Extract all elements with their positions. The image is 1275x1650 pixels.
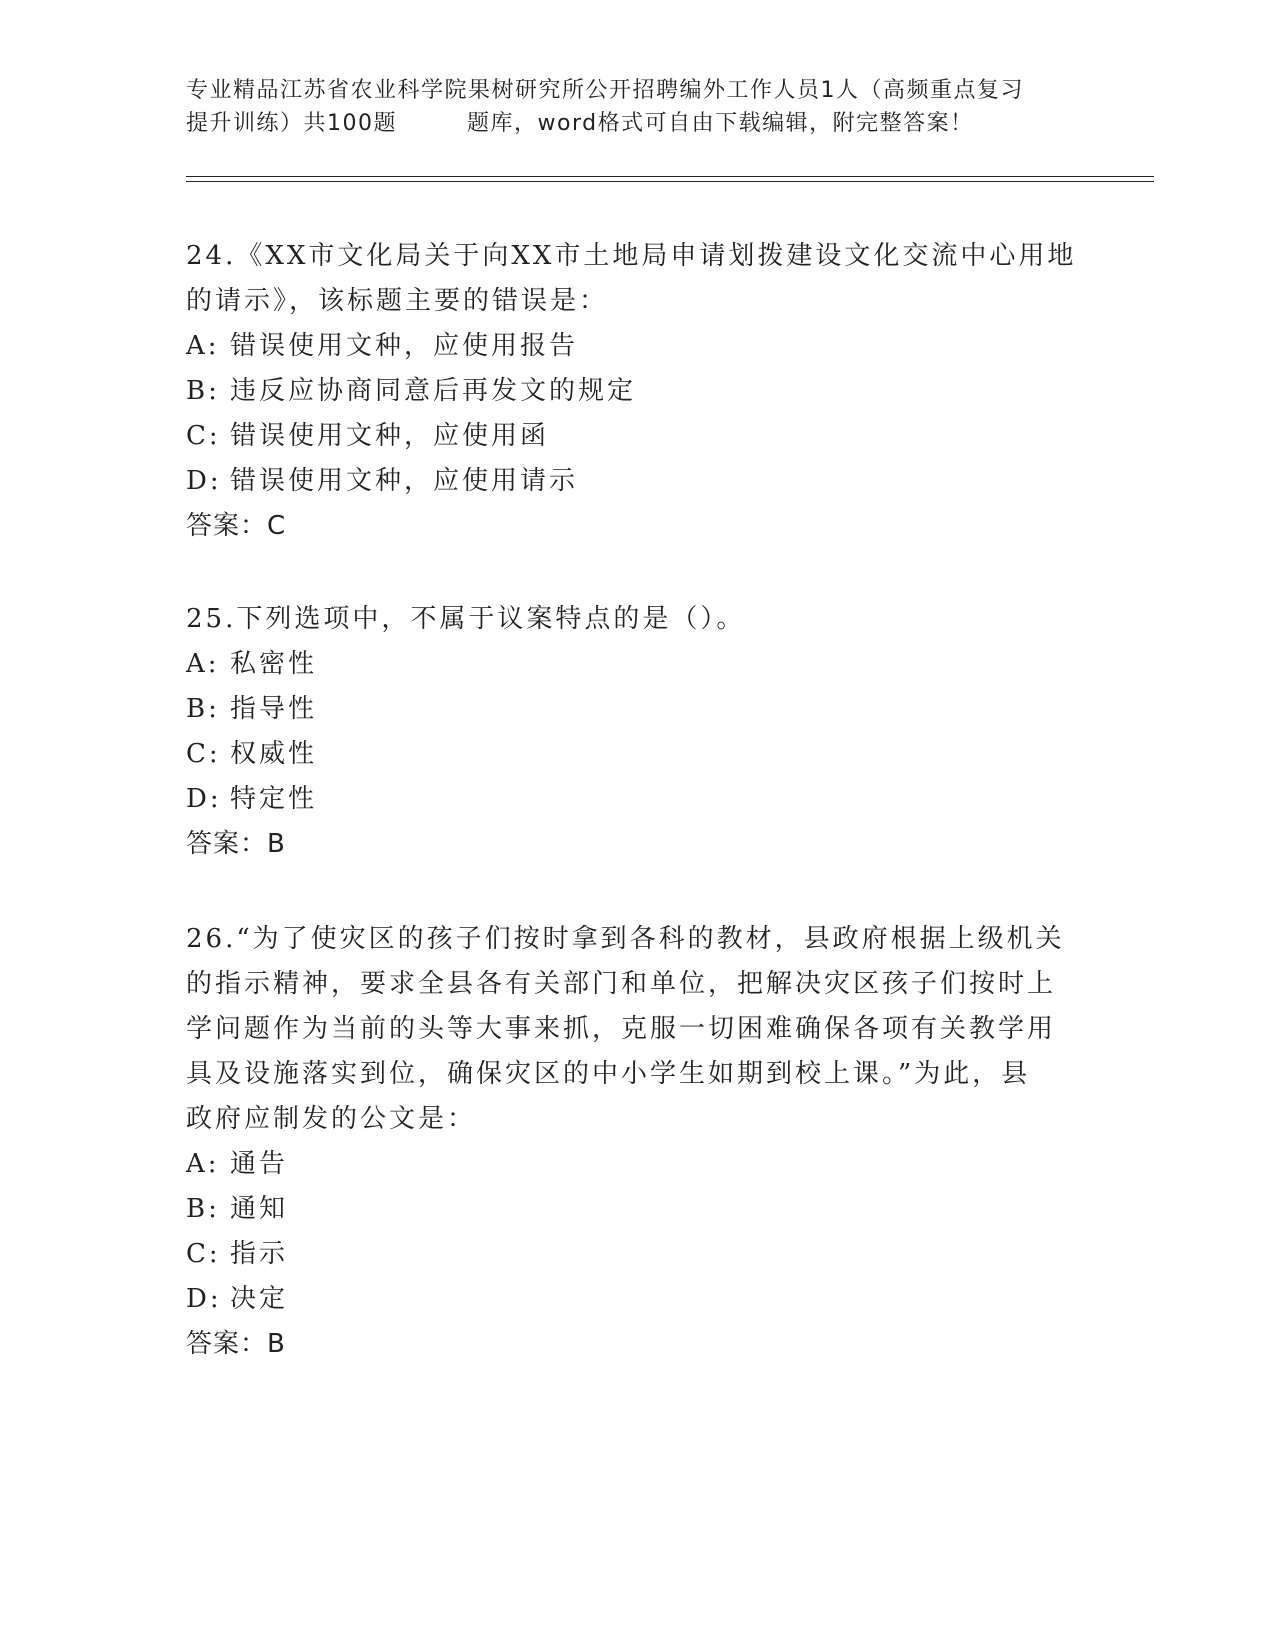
option-d [186, 777, 1086, 822]
option-b [186, 1187, 1086, 1232]
option-c [186, 414, 1086, 459]
option-key: A: [186, 649, 220, 679]
option-text: 通告 [230, 1149, 289, 1179]
option-text: 决定 [230, 1284, 289, 1314]
option-key: D: [186, 1284, 222, 1314]
question-text-line: 的指示精神，要求全县各有关部门和单位，把解决灾区孩子们按时上 [186, 969, 1057, 999]
document-header [186, 74, 1086, 140]
option-key: A: [186, 331, 220, 361]
option-text: 错误使用文种，应使用函 [230, 421, 550, 451]
option-text: 指导性 [230, 694, 318, 724]
answer-label: 答案：B [186, 1329, 286, 1359]
question-text-line: 25.下列选项中，不属于议案特点的是（）。 [186, 604, 746, 634]
option-c [186, 732, 1086, 777]
option-text: 权威性 [230, 739, 318, 769]
option-key: B: [186, 376, 220, 406]
question-24 [186, 234, 1086, 549]
question-text-line: 具及设施落实到位，确保灾区的中小学生如期到校上课。”为此，县 [186, 1059, 1031, 1089]
question-text-line: 的请示》，该标题主要的错误是： [186, 286, 609, 316]
option-key: C: [186, 739, 221, 769]
question-text-line: 学问题作为当前的头等大事来抓，克服一切困难确保各项有关教学用 [186, 1014, 1057, 1044]
answer-label: 答案：C [186, 511, 287, 541]
option-text: 错误使用文种，应使用请示 [230, 466, 579, 496]
option-d [186, 1277, 1086, 1322]
option-key: D: [186, 784, 222, 814]
option-b [186, 687, 1086, 732]
header-line-2 [186, 107, 1086, 140]
option-a [186, 324, 1086, 369]
option-text: 特定性 [230, 784, 318, 814]
option-text: 私密性 [230, 649, 318, 679]
option-text: 指示 [230, 1239, 289, 1269]
option-key: C: [186, 1239, 221, 1269]
answer-label: 答案：B [186, 829, 286, 859]
option-a [186, 1142, 1086, 1187]
option-text: 违反应协商同意后再发文的规定 [230, 376, 637, 406]
question-text-line: 26.“为了使灾区的孩子们按时拿到各科的教材，县政府根据上级机关 [186, 924, 1065, 954]
option-key: D: [186, 466, 222, 496]
question-25 [186, 597, 1086, 867]
header-line-1: 专业精品江苏省农业科学院果树研究所公开招聘编外工作人员1人（高频重点复习 [186, 78, 1024, 103]
option-c [186, 1232, 1086, 1277]
option-text: 通知 [230, 1194, 289, 1224]
option-text: 错误使用文种，应使用报告 [230, 331, 579, 361]
option-b [186, 369, 1086, 414]
header-line-2-part-b: 题库，word格式可自由下载编辑，附完整答案！ [467, 111, 974, 136]
question-26 [186, 917, 1086, 1367]
question-text-line: 政府应制发的公文是： [186, 1104, 477, 1134]
option-d [186, 459, 1086, 504]
question-text-line: 24.《XX市文化局关于向XX市土地局申请划拨建设文化交流中心用地 [186, 241, 1077, 271]
option-a [186, 642, 1086, 687]
option-key: B: [186, 694, 220, 724]
option-key: A: [186, 1149, 220, 1179]
option-key: C: [186, 421, 221, 451]
header-line-2-part-a: 提升训练）共100题 [186, 111, 397, 136]
header-divider-bottom [186, 181, 1154, 182]
header-divider-top [186, 176, 1154, 177]
option-key: B: [186, 1194, 220, 1224]
